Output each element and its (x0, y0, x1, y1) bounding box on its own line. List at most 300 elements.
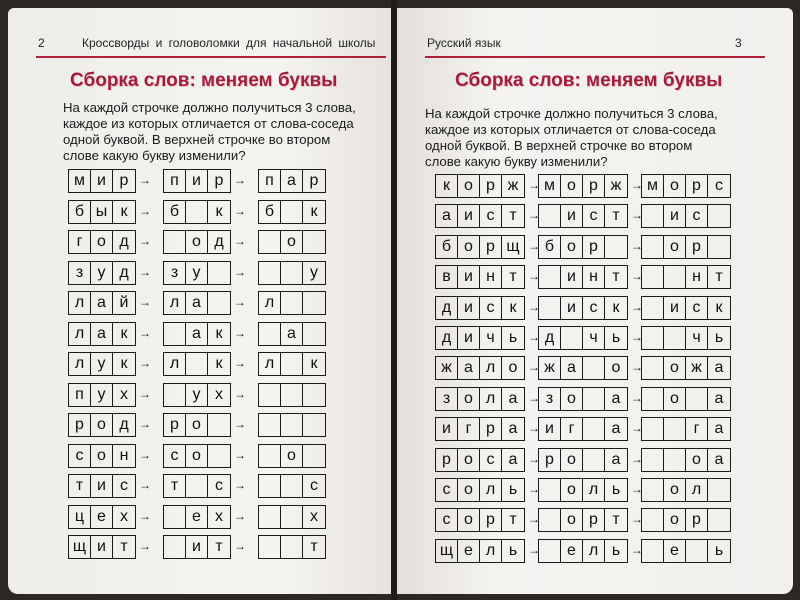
empty-letter-cell[interactable] (583, 357, 605, 379)
empty-letter-cell[interactable] (281, 414, 303, 436)
empty-letter-cell[interactable] (259, 536, 281, 558)
empty-letter-cell[interactable] (583, 388, 605, 410)
letter-cell: т (69, 475, 91, 497)
empty-letter-cell[interactable] (164, 506, 186, 528)
letter-cell: к (436, 175, 458, 197)
letter-cell: х (120, 507, 128, 525)
word-box (538, 326, 628, 350)
letter-cell: д (539, 327, 561, 349)
empty-letter-cell[interactable] (642, 509, 664, 531)
empty-letter-cell[interactable] (642, 449, 664, 471)
letter-cell: м (69, 170, 91, 192)
letter-cell: д (119, 416, 129, 433)
empty-letter-cell[interactable] (186, 201, 208, 223)
empty-letter-cell[interactable] (281, 262, 303, 284)
empty-letter-cell[interactable] (164, 323, 186, 345)
empty-letter-cell[interactable] (539, 205, 561, 227)
letter-cell: л (583, 479, 605, 501)
empty-letter-cell[interactable] (303, 414, 325, 436)
word-box (435, 356, 525, 380)
word-box (163, 322, 231, 346)
letter-cell: с (686, 205, 708, 227)
letter-cell: е (664, 540, 686, 562)
letter-cell: у (186, 384, 208, 406)
empty-letter-cell[interactable] (259, 262, 281, 284)
letter-cell: р (480, 236, 502, 258)
letter-cell: о (281, 231, 303, 253)
letter-cell: о (91, 445, 113, 467)
arrow-right-icon: → (631, 178, 643, 192)
word-box (68, 291, 136, 315)
letter-cell: ж (436, 357, 458, 379)
letter-cell: а (91, 323, 113, 345)
empty-letter-cell[interactable] (281, 292, 303, 314)
letter-cell: с (215, 477, 223, 494)
empty-letter-cell[interactable] (259, 445, 281, 467)
letter-cell: ь (508, 329, 518, 346)
arrow-right-icon: → (631, 208, 643, 223)
letter-cell: о (458, 479, 480, 501)
empty-letter-cell[interactable] (642, 205, 664, 227)
word-box (258, 505, 326, 529)
letter-cell: о (458, 509, 480, 531)
empty-letter-cell[interactable] (539, 479, 561, 501)
letter-cell: р (309, 172, 319, 189)
header-rule (36, 56, 386, 58)
empty-letter-cell[interactable] (664, 266, 686, 288)
empty-letter-cell[interactable] (186, 475, 208, 497)
word-box (435, 478, 525, 502)
empty-letter-cell[interactable] (561, 327, 583, 349)
letter-cell: а (186, 292, 208, 314)
letter-cell: щ (69, 536, 91, 558)
instruction-line: каждое из которых отличается от слова-соседа (63, 116, 354, 131)
letter-cell: н (686, 266, 708, 288)
word-box (435, 265, 525, 289)
arrow-right-icon: → (528, 269, 540, 284)
arrow-right-icon: → (528, 451, 540, 466)
empty-letter-cell[interactable] (664, 449, 686, 471)
right-page (397, 8, 793, 594)
letter-cell: и (436, 418, 458, 440)
instruction-line: каждое из которых отличается от слова-соседа (425, 122, 716, 137)
empty-letter-cell[interactable] (259, 475, 281, 497)
letter-cell: т (120, 538, 128, 555)
word-box (435, 448, 525, 472)
letter-cell: з (436, 388, 458, 410)
arrow-right-icon: → (528, 299, 540, 314)
letter-cell: е (186, 506, 208, 528)
letter-cell: а (91, 292, 113, 314)
letter-cell: н (480, 266, 502, 288)
instruction-line: На каждой строчке должно получиться 3 слова, (425, 106, 718, 121)
arrow-right-icon: → (234, 386, 246, 401)
letter-cell: о (458, 236, 480, 258)
letter-cell: р (69, 414, 91, 436)
empty-letter-cell[interactable] (303, 445, 325, 467)
letter-cell: а (186, 323, 208, 345)
letter-cell: х (215, 507, 223, 525)
letter-cell: л (686, 479, 708, 501)
word-box (68, 169, 136, 193)
empty-letter-cell[interactable] (208, 445, 230, 467)
letter-cell: о (664, 479, 686, 501)
arrow-right-icon: → (528, 542, 540, 557)
letter-cell: ч (583, 327, 605, 349)
exercise-title: Сборка слов: меняем буквы (455, 70, 723, 91)
empty-letter-cell[interactable] (303, 292, 325, 314)
letter-cell: о (561, 388, 583, 410)
arrow-right-icon: → (234, 203, 246, 218)
arrow-right-icon: → (631, 482, 643, 496)
letter-cell: к (215, 355, 223, 372)
arrow-right-icon: → (234, 325, 246, 340)
word-box (538, 508, 628, 532)
letter-cell: о (664, 175, 686, 197)
word-box (538, 417, 628, 441)
letter-cell: о (186, 414, 208, 436)
page-number: 2 (38, 36, 45, 50)
empty-letter-cell[interactable] (281, 201, 303, 223)
letter-cell: т (215, 538, 223, 555)
letter-cell: б (436, 236, 458, 258)
empty-letter-cell[interactable] (642, 327, 664, 349)
letter-cell: л (480, 540, 502, 562)
empty-letter-cell[interactable] (281, 353, 303, 375)
word-box (258, 230, 326, 254)
word-box (435, 387, 525, 411)
letter-cell: р (480, 418, 502, 440)
letter-cell: о (664, 357, 686, 379)
word-box (641, 204, 731, 228)
arrow-right-icon: → (234, 234, 246, 248)
letter-cell: и (664, 205, 686, 227)
page-number: 3 (735, 36, 742, 50)
letter-cell: л (480, 388, 502, 410)
letter-cell: а (611, 420, 621, 438)
arrow-right-icon: → (631, 299, 643, 314)
arrow-right-icon: → (139, 264, 151, 279)
empty-letter-cell[interactable] (664, 418, 686, 440)
letter-cell: о (686, 449, 708, 471)
letter-cell: р (214, 172, 224, 189)
letter-cell: о (664, 236, 686, 258)
letter-cell: р (480, 509, 502, 531)
letter-cell: к (215, 202, 223, 220)
letter-cell: л (164, 353, 186, 375)
word-box (538, 174, 628, 198)
empty-letter-cell[interactable] (708, 205, 730, 227)
word-box (435, 235, 525, 259)
arrow-right-icon: → (631, 542, 643, 557)
letter-cell: и (186, 170, 208, 192)
word-box (641, 235, 731, 259)
letter-cell: р (436, 449, 458, 471)
letter-cell: т (509, 207, 517, 225)
word-box (68, 230, 136, 254)
letter-cell: а (714, 420, 724, 438)
empty-letter-cell[interactable] (642, 357, 664, 379)
word-box (163, 383, 231, 407)
letter-cell: ь (714, 541, 724, 559)
letter-cell: о (611, 359, 621, 377)
word-box (258, 261, 326, 285)
letter-cell: с (436, 479, 458, 501)
letter-cell: х (310, 507, 318, 525)
letter-cell: о (281, 445, 303, 467)
letter-cell: л (69, 323, 91, 345)
letter-cell: и (458, 205, 480, 227)
word-box (68, 413, 136, 437)
word-box (258, 169, 326, 193)
arrow-right-icon: → (631, 451, 643, 466)
arrow-right-icon: → (631, 421, 643, 436)
empty-letter-cell[interactable] (605, 236, 627, 258)
arrow-right-icon: → (528, 238, 540, 253)
letter-cell: ы (91, 201, 113, 223)
empty-letter-cell[interactable] (259, 506, 281, 528)
letter-cell: р (686, 175, 708, 197)
empty-letter-cell[interactable] (642, 418, 664, 440)
letter-cell: д (119, 263, 129, 281)
letter-cell: р (539, 449, 561, 471)
word-box (435, 204, 525, 228)
letter-cell: о (186, 445, 208, 467)
word-box (641, 387, 731, 411)
letter-cell: щ (436, 540, 458, 562)
empty-letter-cell[interactable] (259, 231, 281, 253)
empty-letter-cell[interactable] (186, 353, 208, 375)
letter-cell: к (215, 324, 223, 342)
letter-cell: ж (539, 357, 561, 379)
word-box (641, 417, 731, 441)
word-box (163, 291, 231, 315)
arrow-right-icon: → (139, 447, 151, 462)
arrow-right-icon: → (234, 417, 246, 431)
word-box (435, 296, 525, 320)
empty-letter-cell[interactable] (281, 536, 303, 558)
letter-cell: щ (506, 237, 520, 255)
letter-cell: у (310, 263, 318, 281)
instructions (425, 106, 718, 170)
empty-letter-cell[interactable] (642, 266, 664, 288)
empty-letter-cell[interactable] (303, 384, 325, 406)
letter-cell: а (508, 420, 518, 438)
letter-cell: о (664, 388, 686, 410)
letter-cell: р (583, 509, 605, 531)
letter-cell: и (186, 536, 208, 558)
arrow-right-icon: → (139, 539, 151, 553)
letter-cell: а (714, 359, 724, 377)
word-box (68, 383, 136, 407)
letter-cell: в (436, 266, 458, 288)
word-box (641, 448, 731, 472)
empty-letter-cell[interactable] (259, 384, 281, 406)
letter-cell: с (69, 445, 91, 467)
letter-cell: б (69, 201, 91, 223)
empty-letter-cell[interactable] (583, 418, 605, 440)
letter-cell: с (480, 297, 502, 319)
letter-cell: с (310, 477, 318, 494)
letter-cell: к (715, 298, 723, 316)
arrow-right-icon: → (528, 330, 540, 344)
letter-cell: а (714, 450, 724, 468)
letter-cell: н (583, 266, 605, 288)
letter-cell: ж (507, 177, 519, 194)
letter-cell: о (91, 414, 113, 436)
empty-letter-cell[interactable] (642, 479, 664, 501)
empty-letter-cell[interactable] (164, 384, 186, 406)
empty-letter-cell[interactable] (259, 323, 281, 345)
empty-letter-cell[interactable] (686, 540, 708, 562)
letter-cell: м (642, 175, 664, 197)
letter-cell: е (458, 540, 480, 562)
empty-letter-cell[interactable] (539, 297, 561, 319)
letter-cell: г (561, 418, 583, 440)
letter-cell: х (215, 385, 223, 403)
letter-cell: д (214, 233, 224, 250)
letter-cell: б (164, 201, 186, 223)
arrow-right-icon: → (139, 295, 151, 309)
arrow-right-icon: → (528, 421, 540, 436)
empty-letter-cell[interactable] (208, 414, 230, 436)
empty-letter-cell[interactable] (259, 414, 281, 436)
letter-cell: р (119, 172, 129, 189)
letter-cell: к (310, 355, 318, 372)
word-box (641, 356, 731, 380)
arrow-right-icon: → (631, 269, 643, 284)
letter-cell: и (91, 475, 113, 497)
word-box (163, 535, 231, 559)
word-box (641, 296, 731, 320)
letter-cell: о (458, 388, 480, 410)
letter-cell: ь (508, 481, 518, 498)
letter-cell: л (259, 292, 281, 314)
letter-cell: г (458, 418, 480, 440)
empty-letter-cell[interactable] (539, 266, 561, 288)
arrow-right-icon: → (528, 178, 540, 192)
empty-letter-cell[interactable] (281, 506, 303, 528)
word-box (68, 474, 136, 498)
word-box (258, 444, 326, 468)
empty-letter-cell[interactable] (303, 231, 325, 253)
empty-letter-cell[interactable] (281, 475, 303, 497)
empty-letter-cell[interactable] (642, 236, 664, 258)
empty-letter-cell[interactable] (303, 323, 325, 345)
letter-cell: и (458, 297, 480, 319)
empty-letter-cell[interactable] (708, 509, 730, 531)
arrow-right-icon: → (139, 417, 151, 431)
word-box (68, 352, 136, 376)
letter-cell: о (561, 236, 583, 258)
empty-letter-cell[interactable] (164, 536, 186, 558)
word-box (163, 200, 231, 224)
letter-cell: л (480, 357, 502, 379)
word-box (538, 478, 628, 502)
letter-cell: и (664, 297, 686, 319)
letter-cell: т (612, 207, 620, 225)
empty-letter-cell[interactable] (208, 292, 230, 314)
word-box (68, 535, 136, 559)
empty-letter-cell[interactable] (664, 327, 686, 349)
letter-cell: д (436, 297, 458, 319)
arrow-right-icon: → (631, 512, 643, 527)
letter-cell: ц (69, 506, 91, 528)
word-box (641, 265, 731, 289)
arrow-right-icon: → (528, 512, 540, 527)
empty-letter-cell[interactable] (281, 384, 303, 406)
empty-letter-cell[interactable] (539, 540, 561, 562)
empty-letter-cell[interactable] (164, 231, 186, 253)
letter-cell: о (561, 449, 583, 471)
arrow-right-icon: → (139, 325, 151, 340)
word-box (163, 230, 231, 254)
letter-cell: и (458, 327, 480, 349)
letter-cell: з (69, 262, 91, 284)
instruction-line: одной буквой. В верхней строчке во втором (425, 138, 693, 153)
letter-cell: т (509, 511, 517, 529)
letter-cell: у (91, 262, 113, 284)
empty-letter-cell[interactable] (208, 262, 230, 284)
letter-cell: ь (508, 541, 518, 559)
letter-cell: о (561, 509, 583, 531)
word-box (163, 505, 231, 529)
letter-cell: и (458, 266, 480, 288)
letter-cell: ь (611, 329, 621, 346)
word-box (641, 326, 731, 350)
letter-cell: р (164, 414, 186, 436)
letter-cell: с (715, 177, 723, 194)
empty-letter-cell[interactable] (642, 388, 664, 410)
letter-cell: о (91, 231, 113, 253)
empty-letter-cell[interactable] (539, 509, 561, 531)
word-box (163, 169, 231, 193)
arrow-right-icon: → (528, 360, 540, 375)
word-box (258, 535, 326, 559)
letter-cell: с (686, 297, 708, 319)
letter-cell: т (715, 268, 723, 286)
arrow-right-icon: → (631, 360, 643, 375)
empty-letter-cell[interactable] (642, 297, 664, 319)
letter-cell: о (508, 359, 518, 377)
word-box (641, 174, 731, 198)
letter-cell: а (508, 450, 518, 468)
empty-letter-cell[interactable] (583, 449, 605, 471)
letter-cell: п (164, 170, 186, 192)
arrow-right-icon: → (234, 478, 246, 492)
letter-cell: р (480, 175, 502, 197)
word-box (538, 296, 628, 320)
instruction-line: слове какую букву изменили? (63, 148, 246, 163)
arrow-right-icon: → (631, 238, 643, 253)
empty-letter-cell[interactable] (708, 479, 730, 501)
arrow-right-icon: → (528, 482, 540, 496)
empty-letter-cell[interactable] (708, 236, 730, 258)
empty-letter-cell[interactable] (642, 540, 664, 562)
word-box (258, 413, 326, 437)
letter-cell: ь (611, 481, 621, 498)
arrow-right-icon: → (234, 508, 246, 523)
word-box (163, 352, 231, 376)
letter-cell: ч (480, 327, 502, 349)
word-box (538, 539, 628, 563)
word-box (538, 235, 628, 259)
empty-letter-cell[interactable] (686, 388, 708, 410)
header-rule (425, 56, 765, 58)
letter-cell: х (120, 385, 128, 403)
word-box (68, 261, 136, 285)
word-box (435, 417, 525, 441)
